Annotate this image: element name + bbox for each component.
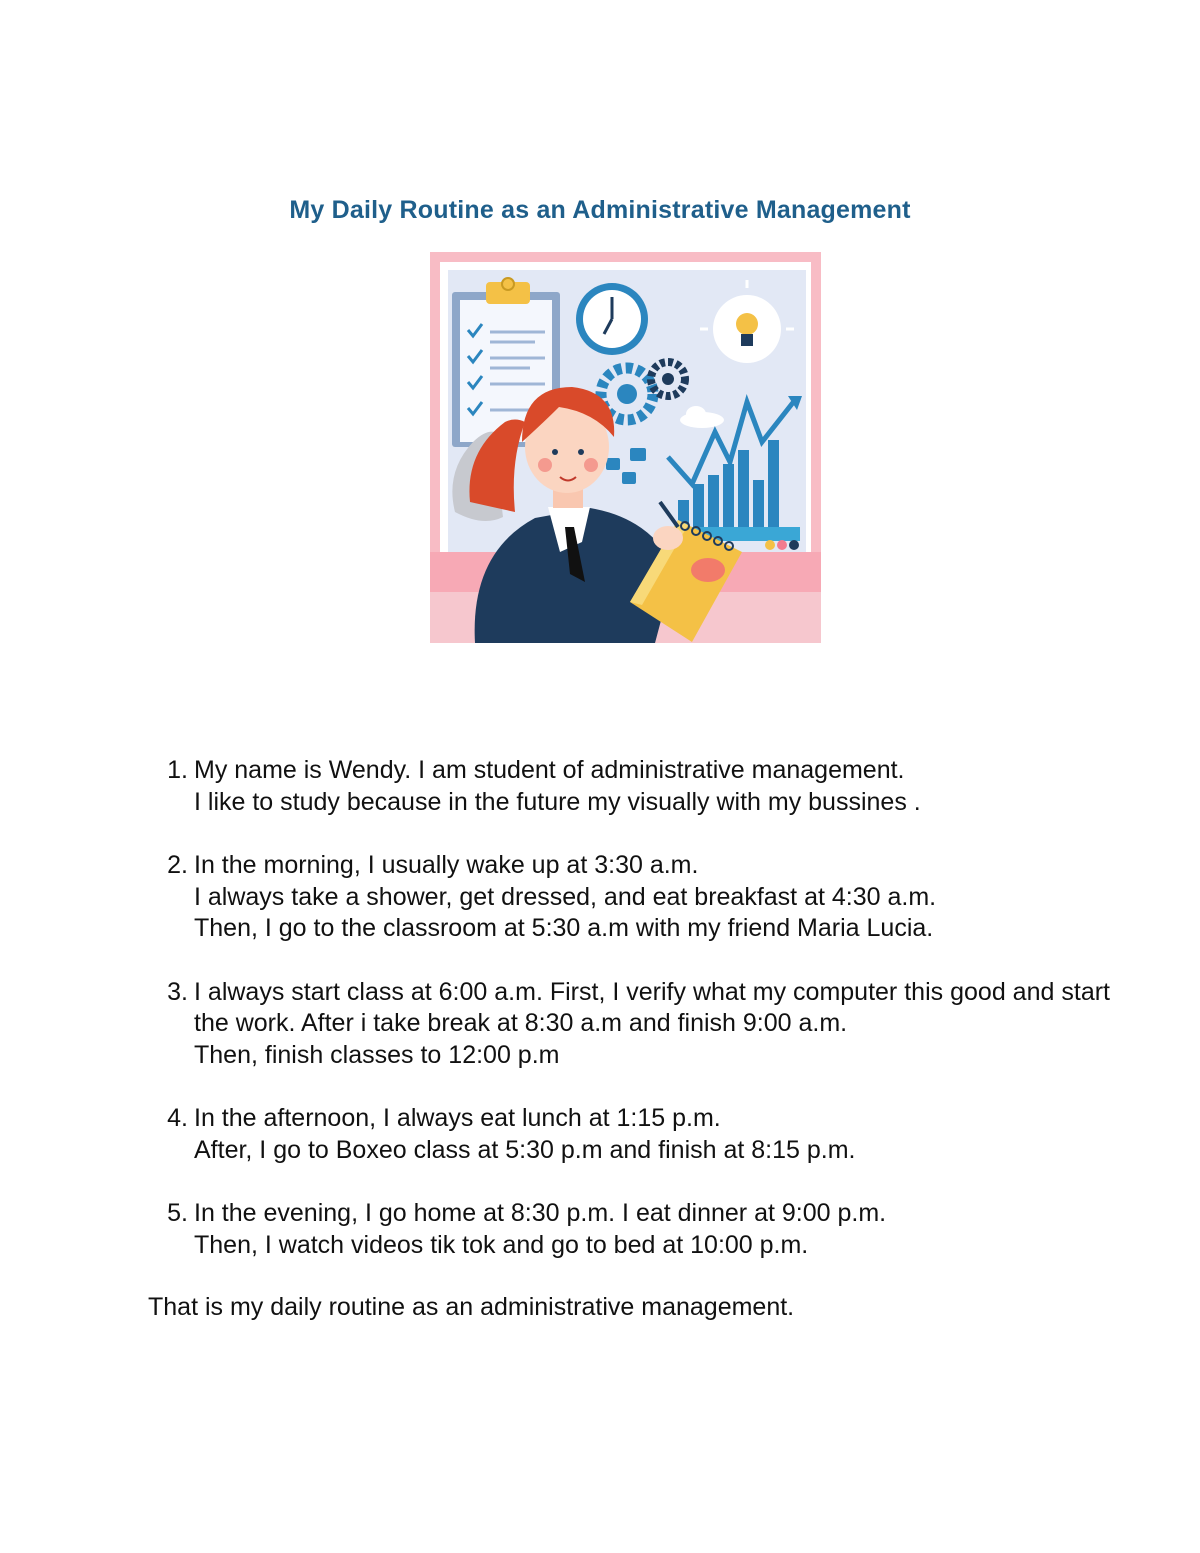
item-line: I always take a shower, get dressed, and eat breakfast at 4:30 a.m. (194, 882, 937, 911)
item-number: 5. (167, 1199, 188, 1227)
list-item (150, 755, 1110, 818)
illustration (430, 252, 821, 643)
clock-icon (576, 283, 648, 355)
item-line: Then, I watch videos tik tok and go to bed at 10:00 p.m. (194, 1230, 809, 1259)
item-line: After, I go to Boxeo class at 5:30 p.m and finish at 8:15 p.m. (194, 1135, 856, 1164)
item-line: Then, I go to the classroom at 5:30 a.m with my friend Maria Lucia. (194, 914, 934, 942)
item-number: 4. (167, 1104, 188, 1132)
list-item (150, 850, 1110, 945)
item-line: In the afternoon, I always eat lunch at 1:15 p.m. (194, 1104, 721, 1132)
item-paragraph: I always start class at 6:00 a.m. First, I verify what my computer this good and start the work. After i take break at 8:30 a.m and finish 9:00 a.m. (194, 977, 1110, 1037)
item-number: 3. (167, 977, 188, 1006)
item-number: 1. (167, 756, 188, 784)
document-title: My Daily Routine as an Administrative Management (289, 196, 911, 224)
closing-sentence: That is my daily routine as an administrative management. (148, 1293, 795, 1321)
item-line: In the evening, I go home at 8:30 p.m. I eat dinner at 9:00 p.m. (194, 1199, 887, 1227)
item-line: I like to study because in the future my visually with my bussines . (194, 787, 921, 816)
item-number: 2. (167, 851, 188, 879)
item-line: In the morning, I usually wake up at 3:30 a.m. (194, 851, 699, 879)
list-item (150, 977, 1110, 1072)
list-item (150, 1198, 1110, 1261)
item-line: My name is Wendy. I am student of administrative management. (194, 756, 905, 784)
item-line: Then, finish classes to 12:00 p.m (194, 1040, 560, 1069)
routine-list (150, 755, 1110, 1293)
list-item (150, 1103, 1110, 1166)
